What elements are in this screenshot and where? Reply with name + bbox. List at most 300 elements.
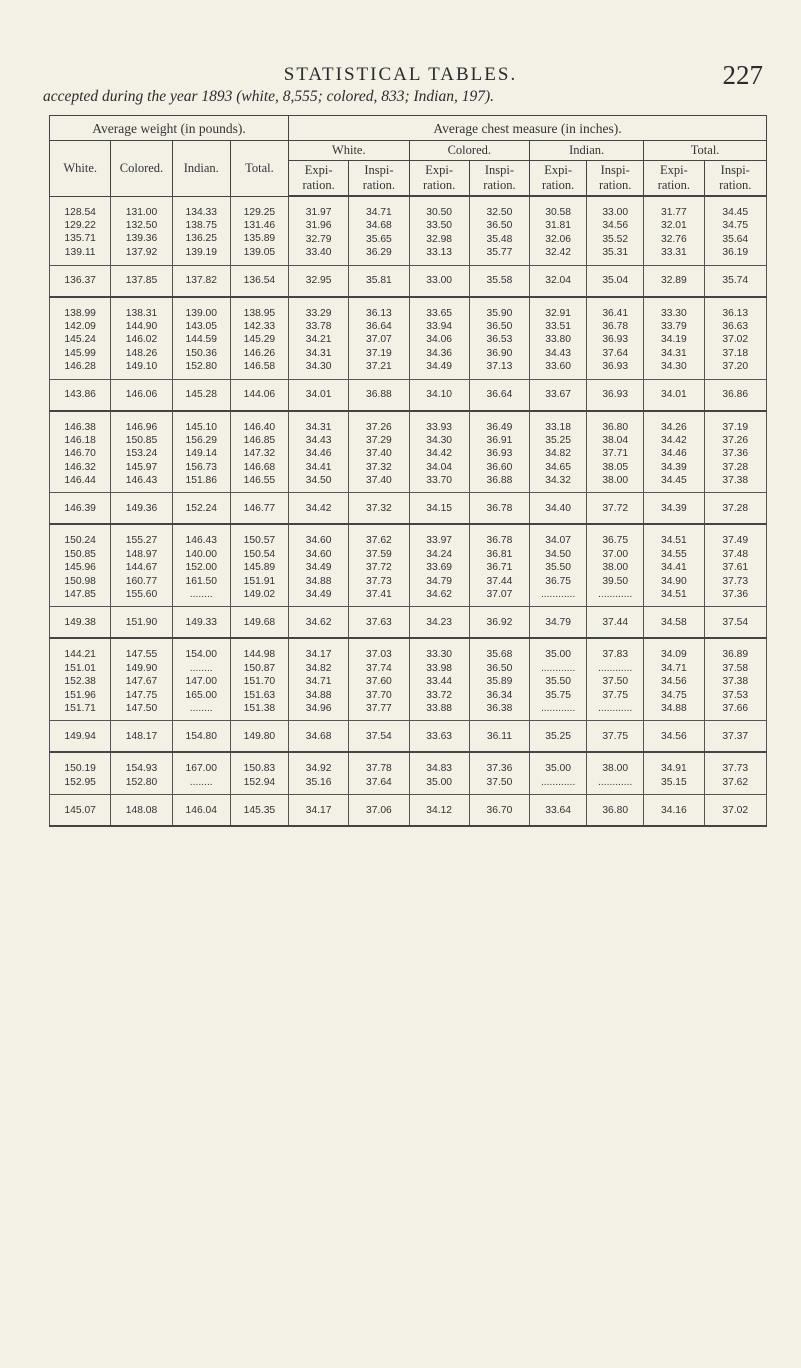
cell-value: 34.42	[660, 434, 687, 446]
cell-value: 39.50	[602, 575, 629, 587]
total-cell: 34.23	[409, 607, 469, 639]
cell-value: 138.75	[185, 219, 217, 231]
cell-value: 128.54	[64, 206, 96, 218]
cell-value: 155.60	[125, 589, 158, 601]
cell-value: 152.00	[185, 562, 217, 574]
table-cell	[644, 638, 704, 720]
cell-value: 31.77	[660, 207, 687, 218]
cell-value: 34.56	[602, 220, 629, 232]
cell-value: 145.97	[125, 461, 158, 473]
table-cell	[172, 752, 230, 794]
cell-value: 36.88	[486, 475, 513, 487]
table-cell	[587, 196, 644, 265]
cell-value: 143.05	[185, 320, 217, 332]
cell-value: 37.36	[722, 589, 749, 601]
table-cell	[349, 524, 409, 606]
cell-value: 34.43	[545, 347, 571, 359]
cell-value: 35.64	[722, 233, 749, 245]
cell-value: 150.85	[64, 548, 96, 560]
cell-value: 36.50	[486, 220, 513, 232]
cell-value: 139.05	[243, 246, 276, 258]
table-body	[50, 196, 767, 826]
cell-value: 34.07	[545, 535, 571, 547]
cell-value: 37.61	[722, 562, 749, 574]
cell-value: 36.89	[722, 649, 749, 661]
cell-value: 149.14	[185, 448, 217, 460]
cell-value: 139.36	[125, 233, 158, 245]
cell-value: 142.09	[64, 320, 96, 332]
cell-value: 156.29	[185, 434, 217, 446]
cell-value: 156.73	[185, 461, 217, 473]
cell-value: 37.29	[366, 434, 392, 446]
cell-value: ............	[598, 702, 633, 714]
cell-value: 35.50	[545, 562, 571, 574]
total-cell: 34.12	[409, 795, 469, 827]
total-cell: 36.80	[587, 795, 644, 827]
table-cell	[704, 196, 766, 265]
table-cell	[230, 638, 288, 720]
cell-value: 37.00	[602, 548, 629, 560]
cell-value: 37.58	[722, 662, 749, 674]
cell-value: 33.69	[426, 562, 453, 574]
cell-value: 167.00	[185, 763, 217, 775]
cell-value: ........	[189, 776, 213, 788]
cell-value: 36.81	[486, 548, 513, 560]
table-cell	[644, 196, 704, 265]
cell-value: 37.40	[366, 448, 392, 460]
cell-value: ............	[598, 589, 633, 601]
total-cell: 36.88	[349, 379, 409, 411]
col-header-inspiration: Inspi-ration.	[704, 161, 766, 197]
total-cell: 35.74	[704, 265, 766, 297]
cell-value: 37.26	[366, 421, 392, 433]
running-head: STATISTICAL TABLES.	[283, 64, 518, 85]
cell-value: 34.51	[660, 589, 687, 601]
table-cell	[289, 638, 349, 720]
total-cell: 36.11	[469, 721, 529, 753]
cell-value: 150.54	[243, 548, 276, 560]
col-header-chest-indian: Indian.	[530, 141, 644, 161]
cell-value: 34.49	[305, 562, 332, 574]
cell-value: 32.79	[305, 233, 332, 245]
cell-value: 150.87	[243, 662, 276, 674]
cell-value: 37.36	[722, 448, 749, 460]
cell-value: 32.91	[545, 307, 571, 319]
cell-value: 150.19	[64, 763, 96, 775]
cell-value: 38.00	[602, 475, 629, 487]
cell-value: 36.13	[366, 307, 392, 319]
cell-value: 154.93	[125, 763, 158, 775]
cell-value: 33.30	[426, 649, 453, 661]
cell-value: 37.28	[722, 461, 749, 473]
col-header-chest-total: Total.	[644, 141, 767, 161]
table-cell	[530, 524, 587, 606]
page-number: 227	[722, 60, 763, 90]
cell-value: 36.53	[486, 334, 513, 346]
cell-value: 165.00	[185, 689, 217, 701]
cell-value: 146.85	[243, 434, 276, 446]
total-cell: 146.77	[230, 493, 288, 525]
cell-value: 135.89	[243, 233, 276, 245]
cell-value: ........	[189, 662, 213, 674]
cell-value: 35.68	[486, 649, 513, 661]
cell-value: 146.43	[125, 475, 158, 487]
cell-value: 34.46	[305, 448, 332, 460]
cell-value: 34.79	[426, 575, 453, 587]
cell-value: 37.36	[486, 763, 513, 775]
cell-value: 146.58	[243, 361, 276, 373]
table-cell	[409, 524, 469, 606]
cell-value: 32.98	[426, 233, 453, 245]
cell-value: 142.33	[243, 320, 276, 332]
cell-value: 37.74	[366, 662, 392, 674]
cell-value: 37.62	[366, 535, 392, 547]
total-cell: 34.62	[289, 607, 349, 639]
cell-value: 37.40	[366, 475, 392, 487]
cell-value: 30.50	[426, 207, 453, 218]
cell-value: 35.65	[366, 233, 392, 245]
total-cell: 151.90	[111, 607, 172, 639]
cell-value: 38.00	[602, 763, 629, 775]
cell-value: 34.71	[660, 662, 687, 674]
data-block-row	[50, 297, 767, 379]
cell-value: 36.78	[602, 320, 629, 332]
cell-value: 34.88	[305, 689, 332, 701]
cell-value: 35.16	[305, 776, 332, 788]
cell-value: 147.00	[185, 676, 217, 688]
cell-value: 36.80	[602, 421, 629, 433]
cell-value: 35.31	[602, 247, 629, 259]
cell-value: 146.96	[125, 421, 158, 433]
cell-value: 129.22	[64, 219, 96, 231]
cell-value: 34.71	[305, 676, 332, 688]
total-cell: 146.04	[172, 795, 230, 827]
cell-value: 33.70	[426, 475, 453, 487]
cell-value: 34.92	[305, 763, 332, 775]
cell-value: 34.30	[426, 434, 453, 446]
cell-value: 33.72	[426, 689, 453, 701]
total-cell: 34.40	[530, 493, 587, 525]
cell-value: 139.00	[185, 307, 217, 319]
table-cell	[530, 752, 587, 794]
cell-value: 146.44	[64, 475, 96, 487]
total-cell: 37.32	[349, 493, 409, 525]
total-cell: 37.72	[587, 493, 644, 525]
table-cell	[50, 524, 111, 606]
cell-value: 151.01	[64, 662, 96, 674]
cell-value: 33.78	[305, 320, 332, 332]
data-block-row	[50, 196, 767, 265]
cell-value: 34.83	[426, 763, 453, 775]
cell-value: 150.83	[243, 763, 276, 775]
cell-value: 37.64	[366, 776, 392, 788]
total-cell: 33.63	[409, 721, 469, 753]
cell-value: 33.88	[426, 702, 453, 714]
table-cell	[644, 411, 704, 493]
cell-value: 33.93	[426, 421, 453, 433]
table-cell	[530, 297, 587, 379]
table-cell	[111, 752, 172, 794]
cell-value: 34.45	[722, 207, 749, 218]
cell-value: 34.45	[660, 475, 687, 487]
table-cell	[409, 297, 469, 379]
cell-value: 145.24	[64, 334, 96, 346]
cell-value: 31.96	[305, 220, 332, 232]
cell-value: 34.50	[545, 548, 571, 560]
data-block-row	[50, 638, 767, 720]
cell-value: 154.00	[185, 649, 217, 661]
table-cell	[50, 411, 111, 493]
col-header-inspiration: Inspi-ration.	[587, 161, 644, 197]
total-row	[50, 607, 767, 639]
cell-value: 36.49	[486, 421, 513, 433]
cell-value: 35.75	[545, 689, 571, 701]
total-cell: 37.63	[349, 607, 409, 639]
col-header-weight-colored: Colored.	[111, 141, 172, 197]
cell-value: 37.70	[366, 689, 392, 701]
cell-value: 146.26	[243, 347, 276, 359]
page-header	[0, 0, 801, 90]
cell-value: 34.90	[660, 575, 687, 587]
cell-value: 146.18	[64, 434, 96, 446]
cell-value: 144.21	[64, 649, 96, 661]
table-cell	[530, 411, 587, 493]
cell-value: 34.82	[305, 662, 332, 674]
total-cell: 32.95	[289, 265, 349, 297]
total-cell: 36.78	[469, 493, 529, 525]
total-cell: 36.93	[587, 379, 644, 411]
cell-value: 36.41	[602, 307, 629, 319]
cell-value: 37.49	[722, 535, 749, 547]
cell-value: 34.75	[660, 689, 687, 701]
total-cell: 34.01	[644, 379, 704, 411]
cell-value: 36.60	[486, 461, 513, 473]
table-cell	[172, 638, 230, 720]
cell-value: 34.75	[722, 220, 749, 232]
table-cell	[349, 297, 409, 379]
total-cell: 148.08	[111, 795, 172, 827]
cell-value: 37.07	[366, 334, 392, 346]
table-cell	[587, 524, 644, 606]
cell-value: ........	[189, 589, 213, 601]
cell-value: ............	[540, 702, 576, 714]
cell-value: 132.50	[125, 219, 158, 231]
total-cell: 144.06	[230, 379, 288, 411]
table-cell	[409, 638, 469, 720]
cell-value: 37.83	[602, 649, 629, 661]
cell-value: 146.38	[64, 421, 96, 433]
table-cell	[644, 297, 704, 379]
cell-value: 35.90	[486, 307, 513, 319]
col-header-weight-white: White.	[50, 141, 111, 197]
cell-value: 34.49	[426, 361, 453, 373]
cell-value: 34.65	[545, 461, 571, 473]
total-cell: 36.86	[704, 379, 766, 411]
cell-value: 34.88	[660, 702, 687, 714]
cell-value: 34.09	[660, 649, 687, 661]
cell-value: 36.50	[486, 662, 513, 674]
total-row	[50, 493, 767, 525]
cell-value: 37.60	[366, 676, 392, 688]
cell-value: 34.36	[426, 347, 453, 359]
cell-value: 34.26	[660, 421, 687, 433]
cell-value: 35.15	[660, 776, 687, 788]
cell-value: 36.34	[486, 689, 513, 701]
table-cell	[50, 752, 111, 794]
total-cell: 34.16	[644, 795, 704, 827]
cell-value: ............	[598, 776, 633, 788]
cell-value: 155.27	[125, 535, 158, 547]
cell-value: 151.86	[185, 475, 217, 487]
cell-value: 37.50	[602, 676, 629, 688]
total-cell: 35.25	[530, 721, 587, 753]
total-cell: 33.67	[530, 379, 587, 411]
cell-value: 146.40	[243, 421, 276, 433]
table-cell	[230, 297, 288, 379]
cell-value: ............	[540, 662, 576, 674]
cell-value: 33.00	[602, 207, 629, 218]
cell-value: 34.88	[305, 575, 332, 587]
cell-value: 138.95	[243, 307, 276, 319]
total-cell: 37.54	[349, 721, 409, 753]
statistical-table-wrapper	[49, 115, 767, 827]
cell-value: 151.96	[64, 689, 96, 701]
table-cell	[409, 752, 469, 794]
cell-value: 37.59	[366, 548, 392, 560]
table-cell	[289, 524, 349, 606]
cell-value: 146.32	[64, 461, 96, 473]
total-cell: 34.39	[644, 493, 704, 525]
col-header-expiration: Expi-ration.	[409, 161, 469, 197]
total-cell: 34.17	[289, 795, 349, 827]
weight-group-header: Average weight (in pounds).	[50, 116, 289, 141]
cell-value: 31.97	[305, 207, 332, 218]
cell-value: 35.00	[545, 763, 571, 775]
cell-value: 33.98	[426, 662, 453, 674]
total-cell: 137.82	[172, 265, 230, 297]
cell-value: 31.81	[545, 220, 571, 232]
col-header-inspiration: Inspi-ration.	[349, 161, 409, 197]
cell-value: 34.82	[545, 448, 571, 460]
total-cell: 33.00	[409, 265, 469, 297]
cell-value: 147.67	[125, 676, 158, 688]
cell-value: 33.51	[545, 320, 571, 332]
total-cell: 37.75	[587, 721, 644, 753]
total-cell: 146.39	[50, 493, 111, 525]
table-cell	[704, 638, 766, 720]
table-cell	[469, 638, 529, 720]
cell-value: ............	[598, 662, 633, 674]
cell-value: 34.46	[660, 448, 687, 460]
total-cell: 33.64	[530, 795, 587, 827]
total-cell: 34.79	[530, 607, 587, 639]
table-cell	[704, 411, 766, 493]
cell-value: 139.19	[185, 246, 217, 258]
total-cell: 34.10	[409, 379, 469, 411]
cell-value: 37.26	[722, 434, 749, 446]
cell-value: 37.73	[722, 575, 749, 587]
cell-value: 33.29	[305, 307, 332, 319]
cell-value: 147.50	[125, 702, 158, 714]
cell-value: 145.10	[185, 421, 217, 433]
cell-value: 34.30	[305, 361, 332, 373]
cell-value: 161.50	[185, 575, 217, 587]
total-cell: 37.44	[587, 607, 644, 639]
table-cell	[172, 297, 230, 379]
cell-value: 36.91	[486, 434, 513, 446]
cell-value: 37.71	[602, 448, 629, 460]
cell-value: 147.32	[243, 448, 276, 460]
cell-value: 139.11	[64, 246, 96, 258]
cell-value: ............	[540, 589, 576, 601]
table-cell	[704, 752, 766, 794]
cell-value: 34.60	[305, 535, 332, 547]
cell-value: 144.98	[243, 649, 276, 661]
total-cell: 152.24	[172, 493, 230, 525]
cell-value: 149.02	[243, 589, 276, 601]
statistical-table	[49, 115, 767, 827]
cell-value: 146.68	[243, 461, 276, 473]
cell-value: 36.75	[602, 535, 629, 547]
total-cell: 145.28	[172, 379, 230, 411]
total-cell: 149.80	[230, 721, 288, 753]
table-cell	[644, 752, 704, 794]
cell-value: ............	[540, 776, 576, 788]
cell-value: 131.46	[243, 219, 276, 231]
table-cell	[50, 297, 111, 379]
cell-value: 131.00	[125, 206, 158, 218]
cell-value: 37.13	[486, 361, 513, 373]
cell-value: 33.60	[545, 361, 571, 373]
cell-value: 32.01	[660, 220, 687, 232]
table-cell	[111, 297, 172, 379]
cell-value: 32.06	[545, 233, 571, 245]
total-cell: 37.54	[704, 607, 766, 639]
total-cell: 149.68	[230, 607, 288, 639]
data-block-row	[50, 411, 767, 493]
cell-value: 151.91	[243, 575, 276, 587]
table-cell	[111, 638, 172, 720]
cell-value: 136.25	[185, 233, 217, 245]
cell-value: 36.50	[486, 320, 513, 332]
col-header-weight-total: Total.	[230, 141, 288, 197]
total-cell: 143.86	[50, 379, 111, 411]
total-cell: 136.37	[50, 265, 111, 297]
cell-value: 149.90	[125, 662, 158, 674]
cell-value: 33.18	[545, 421, 571, 433]
cell-value: 134.33	[185, 206, 217, 218]
table-cell	[704, 524, 766, 606]
col-header-expiration: Expi-ration.	[644, 161, 704, 197]
cell-value: 152.94	[243, 776, 276, 788]
cell-value: 148.26	[125, 347, 158, 359]
cell-value: 37.66	[722, 702, 749, 714]
cell-value: 35.50	[545, 676, 571, 688]
cell-value: 35.25	[545, 434, 571, 446]
total-cell: 37.28	[704, 493, 766, 525]
table-cell	[644, 524, 704, 606]
cell-value: 36.93	[602, 334, 629, 346]
cell-value: 37.38	[722, 475, 749, 487]
table-cell	[587, 411, 644, 493]
cell-value: 34.04	[426, 461, 453, 473]
cell-value: 34.41	[660, 562, 687, 574]
cell-value: 36.19	[722, 247, 749, 259]
cell-value: 34.62	[426, 589, 453, 601]
cell-value: 34.39	[660, 461, 687, 473]
col-header-expiration: Expi-ration.	[289, 161, 349, 197]
col-header-expiration: Expi-ration.	[530, 161, 587, 197]
